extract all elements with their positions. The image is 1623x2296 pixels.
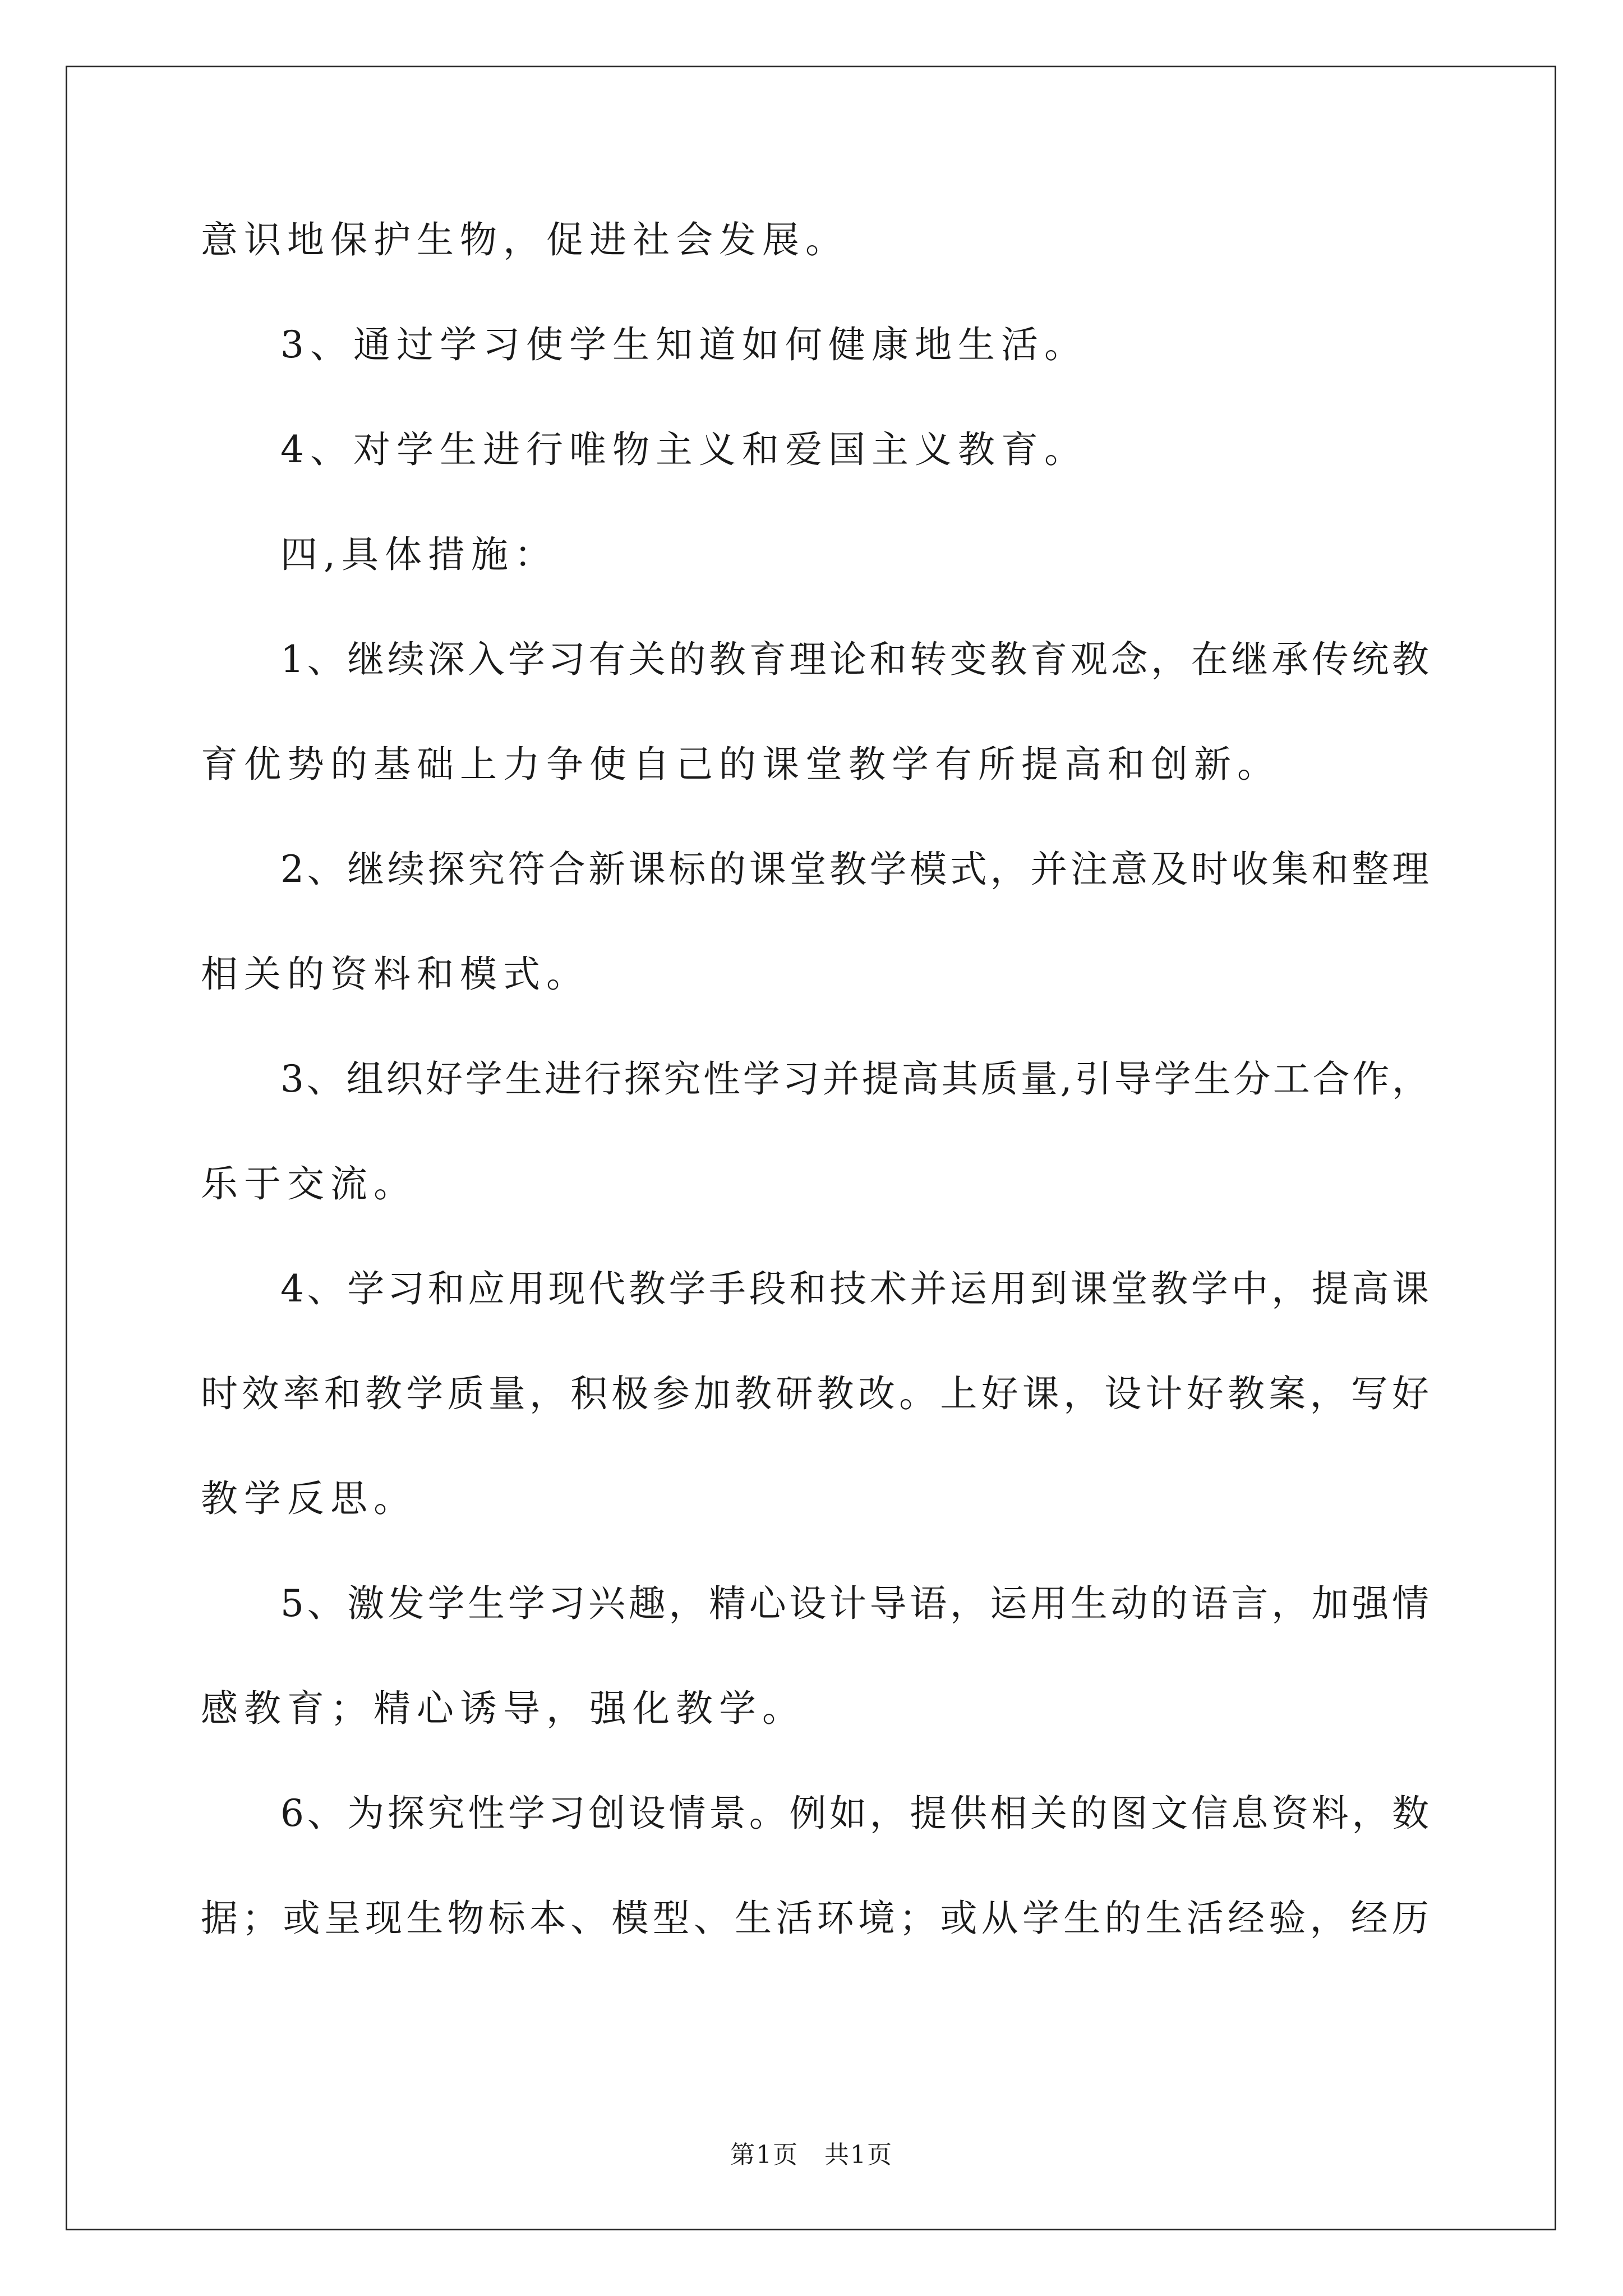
paragraph-line: 时效率和教学质量，积极参加教研教改。上好课，设计好教案，写好 <box>201 1372 1429 1415</box>
paragraph-line: 6、为探究性学习创设情景。例如，提供相关的图文信息资料，数 <box>280 1792 1429 1835</box>
section-heading: 四,具体措施： <box>280 533 557 576</box>
paragraph-line: 相关的资料和模式。 <box>201 953 589 996</box>
paragraph-line: 5、激发学生学习兴趣，精心设计导语，运用生动的语言，加强情 <box>280 1582 1429 1625</box>
document-body <box>201 218 1429 2005</box>
paragraph-line: 乐于交流。 <box>201 1162 417 1205</box>
paragraph-line: 据；或呈现生物标本、模型、生活环境；或从学生的生活经验，经历 <box>201 1897 1429 1940</box>
paragraph-line: 育优势的基础上力争使自己的课堂教学有所提高和创新。 <box>201 743 1280 786</box>
paragraph-line: 1、继续深入学习有关的教育理论和转变教育观念，在继承传统教 <box>280 638 1429 681</box>
paragraph-line: 3、组织好学生进行探究性学习并提高其质量,引导学生分工合作， <box>280 1057 1429 1101</box>
paragraph-line: 3、通过学习使学生知道如何健康地生活。 <box>280 323 1087 366</box>
paragraph-line: 教学反思。 <box>201 1477 417 1520</box>
paragraph-line: 4、对学生进行唯物主义和爱国主义教育。 <box>280 428 1087 471</box>
paragraph-line: 4、学习和应用现代教学手段和技术并运用到课堂教学中，提高课 <box>280 1267 1429 1310</box>
paragraph-line: 感教育；精心诱导，强化教学。 <box>201 1687 805 1730</box>
paragraph-line: 意识地保护生物，促进社会发展。 <box>201 218 849 261</box>
paragraph-line: 2、继续探究符合新课标的课堂教学模式，并注意及时收集和整理 <box>280 848 1429 891</box>
page-number-footer: 第1页 共1页 <box>730 2141 893 2169</box>
